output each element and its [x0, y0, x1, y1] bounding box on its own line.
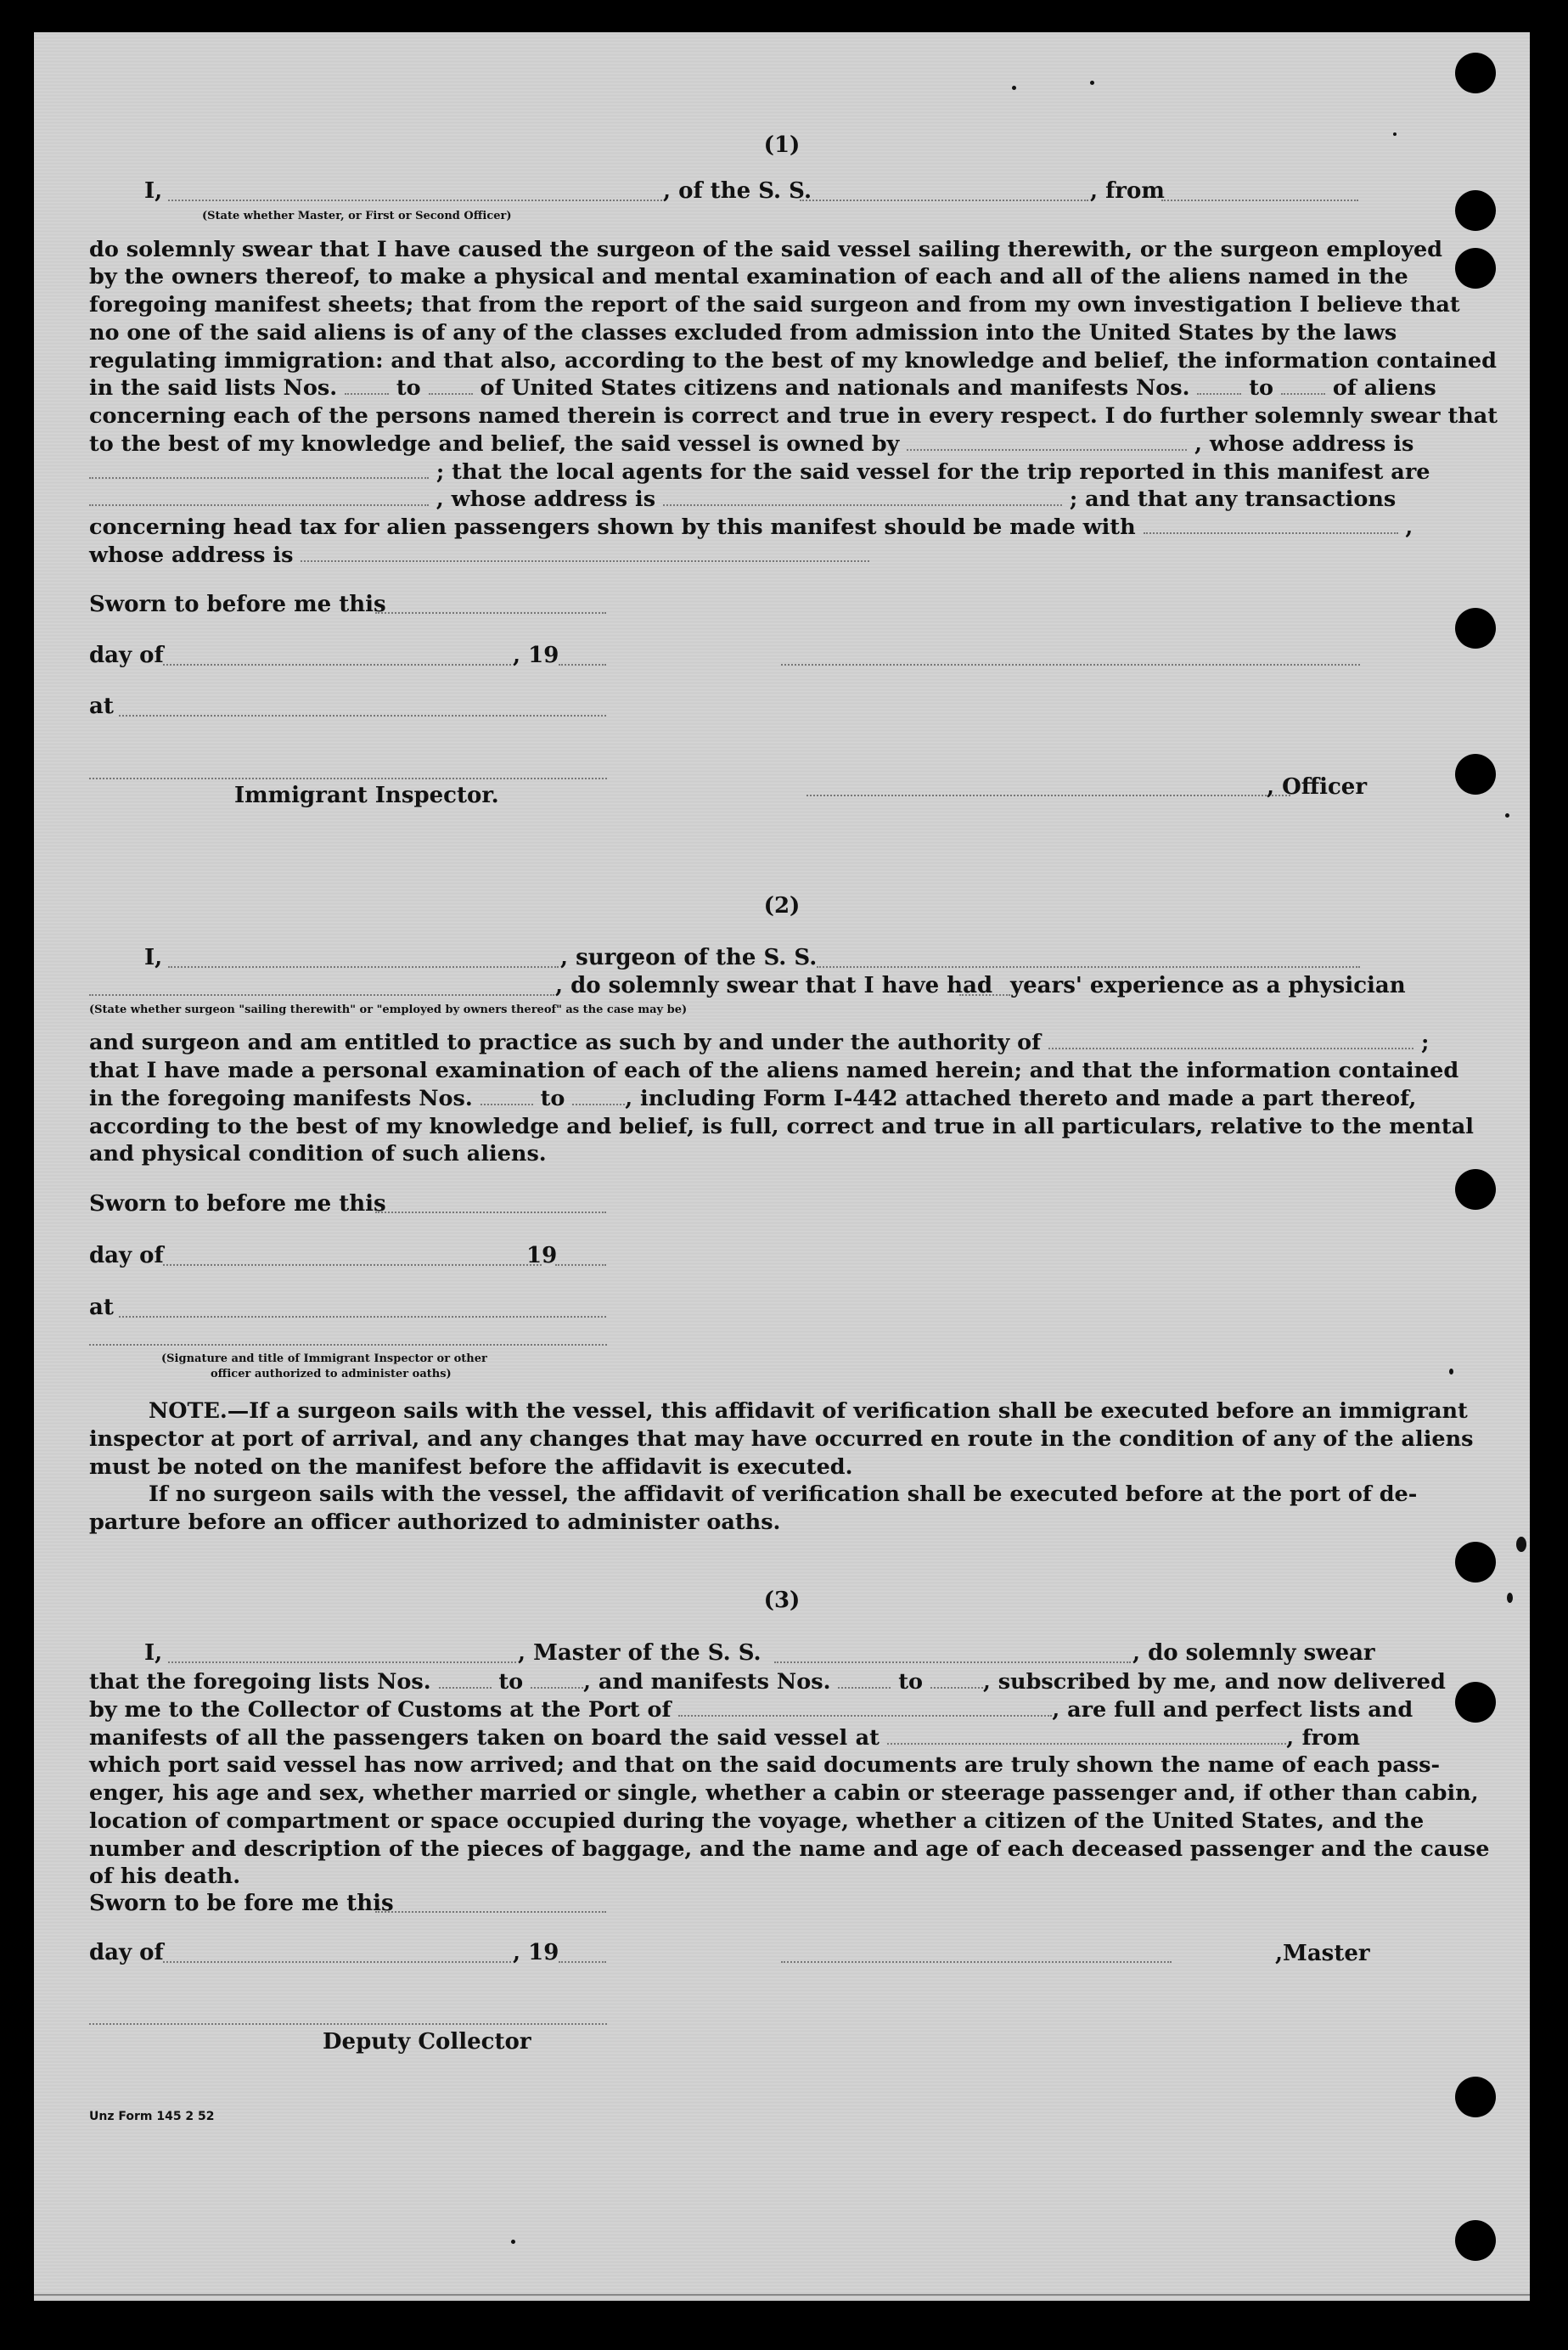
customs-port-field[interactable]: [678, 1698, 1052, 1717]
section-3-number: (3): [763, 1588, 801, 1613]
text: whose address is: [89, 543, 294, 568]
lists-from-field[interactable]: [345, 376, 389, 395]
deputy-collector-label: Deputy Collector: [323, 2029, 531, 2055]
officer-title-field[interactable]: [168, 200, 662, 201]
s2-sworn-day-field[interactable]: [375, 1212, 606, 1213]
s3-paragraph-line: enger, his age and sex, whether married or single, whether a cabin or steerage passenger and, if other than cabin,: [89, 1780, 1479, 1806]
punch-hole: [1455, 608, 1496, 649]
s1-paragraph-line: concerning each of the persons named therein is correct and true in every respect. I do further solemnly swear that: [89, 403, 1498, 429]
text: to the best of my knowledge and belief, the said vessel is owned by: [89, 431, 900, 457]
master-name-field[interactable]: [168, 1661, 516, 1663]
s3-paragraph-line: which port said vessel has now arrived; and that on the said documents are truly shown the name of each pass-: [89, 1752, 1441, 1778]
s3-sworn-day-field[interactable]: [375, 1911, 606, 1913]
s3-i-label: I,: [144, 1640, 163, 1666]
boarding-port-field[interactable]: [887, 1726, 1286, 1745]
years-experience-field[interactable]: [959, 994, 1010, 996]
s1-sworn-day-field[interactable]: [375, 612, 606, 614]
signature-note-line2: officer authorized to administer oaths): [211, 1368, 452, 1380]
punch-hole: [1455, 190, 1496, 231]
s3-paragraph-line: of his death.: [89, 1864, 241, 1889]
form-number: Unz Form 145 2 52: [89, 2110, 215, 2123]
s1-officer-signature-field[interactable]: [781, 664, 1360, 666]
s1-month-field[interactable]: [163, 664, 511, 666]
s3-month-field[interactable]: [163, 1961, 511, 1963]
s3-master-of-ss-label: , Master of the S. S.: [518, 1640, 762, 1666]
text: , are full and perfect lists and: [1052, 1697, 1413, 1723]
punch-hole: [1455, 754, 1496, 795]
text: , whose address is: [1194, 431, 1414, 457]
speck: [1505, 813, 1509, 818]
master-signature-field[interactable]: [781, 1961, 1172, 1963]
speck: [1012, 86, 1016, 90]
s3-paragraph-line: number and description of the pieces of baggage, and the name and age of each deceased passenger and the cause: [89, 1836, 1490, 1862]
punch-hole: [1455, 2220, 1496, 2261]
s1-whose-address-line: [89, 542, 1360, 570]
head-tax-address-field[interactable]: [301, 543, 869, 562]
s2-at-label: at: [89, 1295, 114, 1320]
s1-paragraph-line: by the owners thereof, to make a physical and mental examination of each and all of the aliens named in the: [89, 264, 1408, 290]
punch-hole: [1455, 1682, 1496, 1723]
s1-year-label: , 19: [513, 643, 559, 668]
local-agents-field[interactable]: [89, 487, 429, 506]
s1-head-tax-line: [89, 514, 1413, 542]
s2-years-label: , do solemnly swear that I have had: [555, 973, 993, 998]
note-line: If no surgeon sails with the vessel, the affidavit of verification shall be executed before at the port of de-: [149, 1481, 1418, 1507]
s3-lists-from-field[interactable]: [439, 1670, 492, 1689]
s2-month-field[interactable]: [163, 1264, 542, 1266]
officer-rank-note: (State whether Master, or First or Second Officer): [202, 210, 512, 222]
s3-manifests-from-field[interactable]: [838, 1670, 891, 1689]
text: that the foregoing lists Nos.: [89, 1669, 431, 1695]
s3-sworn-label: Sworn to be fore me this: [89, 1891, 394, 1916]
punch-hole: [1455, 2077, 1496, 2117]
text: in the foregoing manifests Nos.: [89, 1086, 473, 1111]
s1-officer-name-field[interactable]: [806, 795, 1290, 796]
deputy-signature-field[interactable]: [89, 2023, 607, 2025]
text: , subscribed by me, and now delivered: [982, 1669, 1446, 1695]
s1-day-of-label: day of: [89, 643, 164, 668]
section-2-number: (2): [763, 893, 801, 919]
speck: [1090, 81, 1094, 85]
note-line: NOTE.—If a surgeon sails with the vessel, this affidavit of verification shall be executed before an immigrant: [149, 1398, 1468, 1424]
s3-port-line: [89, 1696, 1413, 1724]
text: of aliens: [1332, 375, 1436, 401]
s2-surgeon-of-ss-label: , surgeon of the S. S.: [560, 945, 818, 970]
s1-paragraph-line: regulating immigration: and that also, according to the best of my knowledge and belief, the information contained: [89, 348, 1497, 374]
s1-owner-line: [89, 430, 1414, 458]
text: ,: [1405, 514, 1413, 540]
text: ; and that any transactions: [1069, 486, 1397, 512]
s1-agents-line: [89, 458, 1430, 486]
manifests-from-field[interactable]: [1197, 376, 1241, 395]
s3-swear-label: , do solemnly swear: [1132, 1640, 1375, 1666]
text: manifests of all the passengers taken on board the said vessel at: [89, 1725, 880, 1751]
s1-place-field[interactable]: [119, 715, 606, 717]
text: to: [498, 1669, 524, 1695]
note-line: must be noted on the manifest before the affidavit is executed.: [89, 1454, 853, 1480]
s1-lists-line: [89, 374, 1436, 402]
text: ;: [1420, 1030, 1430, 1055]
s2-manifests-line: [89, 1085, 1417, 1113]
s1-sworn-label: Sworn to before me this: [89, 592, 386, 617]
s3-lists-line: [89, 1668, 1446, 1696]
text: concerning head tax for alien passengers shown by this manifest should be made with: [89, 514, 1136, 540]
note-line: inspector at port of arrival, and any changes that may have occurred en route in the condition of any of the aliens: [89, 1426, 1474, 1452]
s3-boarding-line: [89, 1724, 1360, 1752]
signature-note-line1: (Signature and title of Immigrant Inspector or other: [161, 1352, 487, 1365]
s3-year-field[interactable]: [559, 1961, 606, 1963]
s2-day-of-label: day of: [89, 1243, 164, 1268]
s1-of-ss-label: , of the S. S.: [663, 178, 812, 204]
s3-manifests-to-field[interactable]: [930, 1670, 983, 1689]
s1-from-label: , from: [1090, 178, 1165, 204]
s2-i-label: I,: [144, 945, 163, 970]
text: to: [396, 375, 421, 401]
s2-paragraph-line: according to the best of my knowledge and belief, is full, correct and true in all particulars, relative to the mental: [89, 1114, 1474, 1139]
master-label: ,Master: [1275, 1941, 1370, 1966]
surgeon-status-field[interactable]: [89, 994, 554, 996]
punch-hole: [1455, 1169, 1496, 1210]
text: ; that the local agents for the said vessel for the trip reported in this manifest are: [436, 459, 1430, 485]
punch-hole: [1455, 248, 1496, 289]
text: to: [1249, 375, 1274, 401]
owner-address-field[interactable]: [89, 460, 429, 479]
s1-paragraph-line: foregoing manifest sheets; that from the report of the said surgeon and from my own investigation I believe that: [89, 292, 1460, 318]
s2-manifests-to-field[interactable]: [572, 1087, 625, 1105]
s1-paragraph-line: do solemnly swear that I have caused the surgeon of the said vessel sailing therewith, or the surgeon employed: [89, 237, 1442, 262]
manifests-to-field[interactable]: [1281, 376, 1325, 395]
bottom-edge-line: [34, 2294, 1530, 2296]
surgeon-name-field[interactable]: [168, 966, 559, 968]
s2-manifests-from-field[interactable]: [481, 1087, 533, 1105]
s1-agents-address-line: [89, 486, 1397, 514]
s2-paragraph-line: that I have made a personal examination of each of the aliens named herein; and that the information contained: [89, 1058, 1459, 1083]
s1-i-label: I,: [144, 178, 163, 204]
head-tax-contact-field[interactable]: [1144, 515, 1398, 534]
text: , from: [1286, 1725, 1360, 1751]
s1-at-label: at: [89, 694, 114, 719]
s2-physician-label: years' experience as a physician: [1010, 973, 1406, 998]
s2-vessel-name-field[interactable]: [817, 966, 1360, 968]
s1-year-field[interactable]: [559, 664, 606, 666]
text: , and manifests Nos.: [583, 1669, 831, 1695]
s3-year-label: , 19: [513, 1940, 559, 1965]
vessel-name-field[interactable]: [800, 200, 1088, 201]
text: in the said lists Nos.: [89, 375, 338, 401]
surgeon-status-note: (State whether surgeon "sailing therewith" or "employed by owners thereof" as the case may be): [89, 1004, 688, 1016]
text: , whose address is: [436, 486, 656, 512]
s3-lists-to-field[interactable]: [531, 1670, 583, 1689]
s2-authority-line: [89, 1029, 1430, 1057]
s2-year-field[interactable]: [555, 1264, 606, 1266]
agents-address-field[interactable]: [663, 487, 1062, 506]
s2-year-label: 19: [526, 1243, 558, 1268]
text: of United States citizens and nationals and manifests Nos.: [480, 375, 1190, 401]
punch-hole: [1455, 53, 1496, 93]
s3-vessel-name-field[interactable]: [774, 1661, 1131, 1663]
officer-label: , Officer: [1267, 774, 1368, 800]
text: and surgeon and am entitled to practice as such by and under the authority of: [89, 1030, 1042, 1055]
s3-day-of-label: day of: [89, 1940, 164, 1965]
text: to: [898, 1669, 924, 1695]
s1-paragraph-line: no one of the said aliens is of any of the classes excluded from admission into the United States by the laws: [89, 320, 1397, 346]
text: by me to the Collector of Customs at the Port of: [89, 1697, 672, 1723]
lists-to-field[interactable]: [429, 376, 473, 395]
departure-port-field[interactable]: [1161, 200, 1358, 201]
s2-sworn-label: Sworn to before me this: [89, 1191, 386, 1217]
s1-inspector-signature-field[interactable]: [89, 778, 607, 779]
text: , including Form I-442 attached thereto and made a part thereof,: [625, 1086, 1417, 1111]
immigrant-inspector-label: Immigrant Inspector.: [234, 783, 499, 808]
note-line: parture before an officer authorized to administer oaths.: [89, 1510, 781, 1535]
s2-signature-field[interactable]: [89, 1344, 607, 1346]
section-1-number: (1): [763, 132, 801, 158]
speck: [1516, 1537, 1526, 1552]
s3-paragraph-line: location of compartment or space occupied during the voyage, whether a citizen of the United States, and the: [89, 1808, 1425, 1834]
text: to: [540, 1086, 565, 1111]
punch-hole: [1455, 1542, 1496, 1583]
s2-place-field[interactable]: [119, 1316, 606, 1318]
practice-authority-field[interactable]: [1048, 1031, 1413, 1049]
affidavit-form-page: [34, 32, 1530, 2301]
speck: [511, 2240, 515, 2244]
owner-name-field[interactable]: [907, 432, 1187, 451]
speck: [1449, 1369, 1453, 1375]
s2-paragraph-line: and physical condition of such aliens.: [89, 1141, 547, 1167]
